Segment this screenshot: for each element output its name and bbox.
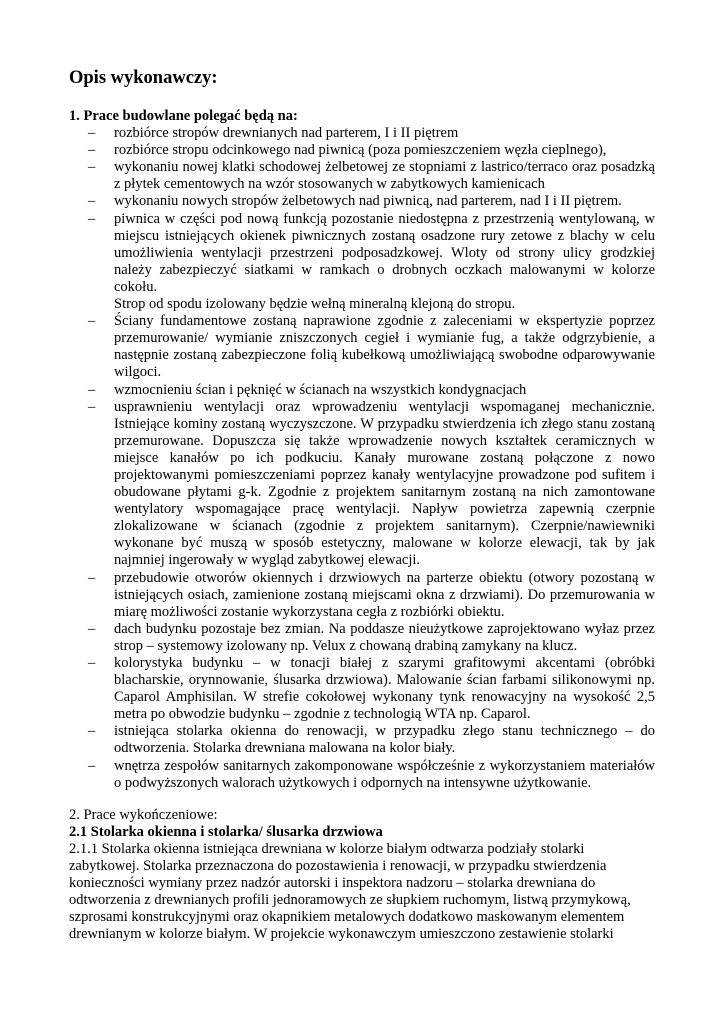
list-item: [69, 399, 655, 570]
list-item: [69, 621, 655, 655]
section-2-1-heading: 2.1 Stolarka okienna i stolarka/ ślusarka drzwiowa: [69, 823, 383, 840]
document-title: Opis wykonawczy:: [69, 68, 218, 88]
list-item: [69, 193, 655, 210]
list-dash: –: [88, 381, 96, 398]
list-item-text: wzmocnieniu ścian i pęknięć w ścianach na wszystkich kondygnacjach: [114, 381, 527, 398]
list-dash: –: [88, 159, 96, 176]
list-item-text: rozbiórce stropu odcinkowego nad piwnicą (poza pomieszczeniem węzła cieplnego),: [114, 142, 607, 159]
list-dash: –: [88, 125, 96, 142]
section-1-heading: 1. Prace budowlane polegać będą na:: [69, 108, 298, 124]
list-item-text: usprawnieniu wentylacji oraz wprowadzeniu wentylacji wspomaganej mechanicznie. Istniejące kominy zostaną wyczyszczone. W przypadku stwierdzenia ich złego stanu zostaną przemurowane. Dopuszcza się także wprowadzenie nowych kształtek ceramicznych w miejsce kanałów po ich podkuciu. Kanały murowane zostaną połączone z nowo projektowanymi pomieszczeniami poprzez kanały wentylacyjne prowadzone pod sufitem i obudowane płytami g-k. Zgodnie z projektem sanitarnym zostaną na nich zamontowane wentylatory wspomagające pracę wentylacji. Napływ powietrza zapewnią czerpnie zlokalizowane w ścianach (zgodnie z projektem sanitarnym). Czerpnie/nawiewniki wykonane być muszą w sposób estetyczny, malowane w kolorze elewacji, tak by jak najmniej ingerowały w wygląd zabytkowej elewacji.: [114, 398, 655, 569]
list-dash: –: [88, 142, 96, 159]
list-item: [69, 723, 655, 757]
work-items-list: [69, 125, 655, 792]
list-dash: –: [88, 757, 96, 774]
list-item: [69, 211, 655, 314]
list-item: [69, 313, 655, 381]
list-item-text: przebudowie otworów okiennych i drzwiowych na parterze obiektu (otwory pozostaną w istniejących osiach, zamienione zostaną miejscami okna z drzwiami). Do przemurowania w miarę możliwości zostanie wykorzystana cegła z rozbiórki obiektu.: [114, 569, 655, 620]
list-item-text: kolorystyka budynku – w tonacji białej z szarymi grafitowymi akcentami (obróbki blacharskie, orynnowanie, ślusarka drzwiowa). Malowanie ścian farbami silikonowymi np. Caparol Amphisilan. W strefie cokołowej wykonany tynk renowacyjny na wysokość 2,5 metra po obwodzie budynku – zgodnie z technologią WTA np. Caparol.: [114, 655, 655, 723]
list-dash: –: [88, 193, 96, 210]
list-item: [69, 142, 655, 159]
list-item-text: piwnica w części pod nową funkcją pozostanie niedostępna z przestrzenią wentylowaną, w miejscu istniejących okienek piwnicznych zostaną osadzone rury zetowe z blachy w celu umożliwienia wentylacji przestrzeni podposadzkowej. Wloty od strony ulicy grodzkiej należy zabezpieczyć siatkami w ramkach o drobnych oczkach malowanymi w kolorze cokołu.: [114, 210, 655, 295]
list-item-text: wykonaniu nowych stropów żelbetowych nad piwnicą, nad parterem, nad I i II piętrem.: [114, 193, 622, 210]
list-dash: –: [88, 620, 96, 637]
list-item-text: wykonaniu nowej klatki schodowej żelbetowej ze stopniami z lastrico/terraco oraz posadzką z płytek cementowych na wzór stosowanych w zabytkowych kamienicach: [114, 159, 655, 193]
list-item: [69, 125, 655, 142]
list-item-text: istniejąca stolarka okienna do renowacji, w przypadku złego stanu technicznego – do odtworzenia. Stolarka drewniana malowana na kolor biały.: [114, 723, 655, 757]
list-item-text: wnętrza zespołów sanitarnych zakomponowane współcześnie z wykorzystaniem materiałów o podwyższonych walorach użytkowych i odpornych na intensywne użytkowanie.: [114, 757, 655, 791]
list-dash: –: [88, 210, 96, 227]
list-dash: –: [88, 313, 96, 330]
list-item-extra-text: Strop od spodu izolowany będzie wełną mineralną klejoną do stropu.: [114, 296, 516, 313]
list-item: [69, 570, 655, 621]
section-2-heading: 2. Prace wykończeniowe:: [69, 806, 218, 823]
list-dash: –: [88, 569, 96, 586]
list-dash: –: [88, 723, 96, 740]
list-item: [69, 382, 655, 399]
list-item-text: Ściany fundamentowe zostaną naprawione zgodnie z zaleceniami w ekspertyzie poprzez przemurowanie/ wymianie zniszczonych cegieł i wymianie fug, a także odgrzybienie, a następnie zostaną zabezpieczone folią kubełkową umożliwiającą swobodne odparowywanie wilgoci.: [114, 313, 655, 381]
list-item: [69, 159, 655, 193]
document-body: [69, 108, 655, 944]
list-dash: –: [88, 398, 96, 415]
section-2-1-1-paragraph: 2.1.1 Stolarka okienna istniejąca drewniana w kolorze białym odtwarza podziały stolarki zabytkowej. Stolarka przeznaczona do pozostawienia i renowacji, w przypadku stwierdzenia konieczności wymiany przez nadzór autorski i inspektora nadzoru – stolarka drewniana do odtworzenia z drewnianych profili jednoramowych ze słupkiem ruchomym, listwą przymykową, szprosami konstrukcyjnymi oraz okapnikiem metalowych dodatkowo maskowanym elementem drewnianym w kolorze białym. W projekcie wykonawczym umieszczono zestawienie stolarki: [69, 840, 631, 943]
list-item-text: dach budynku pozostaje bez zmian. Na poddasze nieużytkowe zaprojektowano wyłaz przez strop – systemowy izolowany np. Velux z chowaną drabiną zamykany na klucz.: [114, 620, 655, 654]
list-item: [69, 655, 655, 723]
list-item: [69, 758, 655, 792]
list-item-text: rozbiórce stropów drewnianych nad parterem, I i II piętrem: [114, 125, 459, 142]
list-dash: –: [88, 655, 96, 671]
